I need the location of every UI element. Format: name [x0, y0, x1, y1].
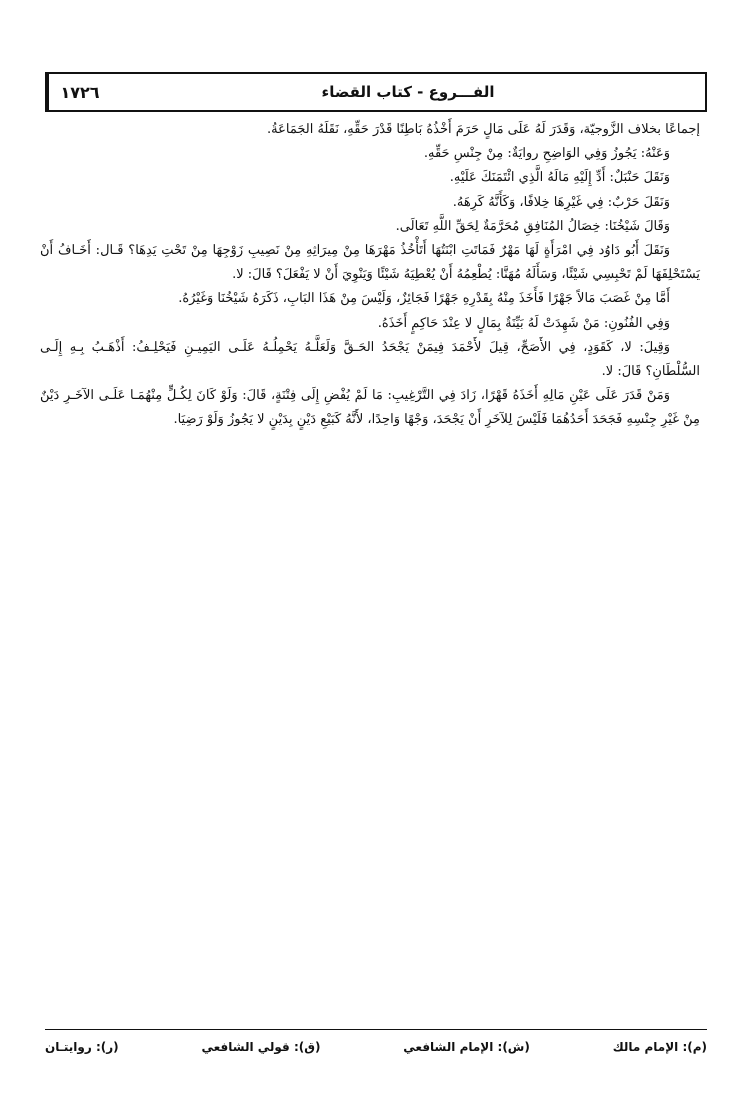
page-number: ١٧٢٦: [47, 74, 111, 110]
paragraph: وَفِي الفُنُونِ: مَنْ شَهِدَتْ لَهُ بَيِّنَةٌ بِمَالٍ لا عِنْدَ حَاكِمٍ أَخَذَهُ.: [377, 315, 670, 331]
abbr-shafii-two-opinions: (ق): قولي الشافعي: [201, 1040, 321, 1054]
paragraph: أَمَّا مِنْ غَصَبَ مَالاً جَهْرًا فَأَخَذَ مِنْهُ بِقَدْرِهِ جَهْرًا فَجَائِزٌ، وَلَيْسَ مِنْ هَذَا البَابِ، ذَكَرَهُ شَيْخُنَا وَغَيْرُهُ.: [178, 291, 670, 307]
paragraph: وَنَقَلَ أَبُو دَاوُد فِي امْرَأَةٍ لَهَا مَهْرٌ فَمَاتَتِ ابْنَتُهَا أَتَأْخُذُ مَهْرَهَا مِنْ مِيرَاثِهِ مِنْ نَصِيبِ زَوْجِهَا مِنْ تَحْتِ يَدِهَا؟ قَـال: أَخَـافُ أَنْ يَسْتَحْلِفَهَا لَمْ تَحْبِسِي شَيْئًا، وَسَأَلَهُ مُهَنَّا: يُطْعِمُهُ أَنْ يُعْطِيَهُ شَيْئًا وَيَنْوِيَ أَنْ لا يَفْعَلَ؟ قَالَ: لا.: [40, 243, 700, 283]
paragraph: وَعَنْهُ: يَجُوزُ وَفِي الوَاضِحِ روايَةٌ: مِنْ جِنْسِ حَقِّهِ.: [423, 146, 670, 162]
abbr-two-narrations: (ر): روايتـان: [45, 1040, 119, 1054]
paragraph: إجماعًا بخلاف الزَّوجيّة، وَقَدَرَ لَهُ عَلَى مَالٍ حَرَمَ أَخْذُهُ بَاطِنًا قَدْرَ حَقِّهِ، نَقَلَهُ الجَمَاعَةُ.: [267, 122, 700, 137]
chapter-title: الفـــروع - كتاب القضاء: [321, 83, 495, 101]
main-text: [40, 118, 700, 433]
abbr-shafii: (ش): الإمام الشافعي: [403, 1040, 530, 1054]
page-header: [45, 72, 707, 112]
abbreviation-key: [45, 1040, 707, 1054]
abbr-malik: (م): الإمام مالك: [612, 1040, 707, 1054]
footer-divider: [45, 1029, 707, 1030]
paragraph: وَقَالَ شَيْخُنَا: خِصَالُ المُنَافِقِ مُحَرَّمَةٌ لِحَقِّ اللَّهِ تَعَالَى.: [395, 218, 670, 234]
paragraph: وَقِيلَ: لا، كَقَوَدٍ، فِي الأَصَحِّ، قِيلَ لأَحْمَدَ فِيمَنْ يَجْحَدُ الحَـقَّ وَلَعَلَّـهُ يَحْمِلُـهُ عَلَـى اليَمِيـنِ فَيَحْلِـفُ: أَذْهَـبُ بِـهِ إِلَـى السُّلْطَانِ؟ قَالَ: لا.: [40, 339, 700, 380]
paragraph: وَنَقَلَ حَرْبٌ: فِي غَيْرِهَا خِلافًا، وَكَأَنَّهُ كَرِهَهُ.: [452, 194, 670, 210]
paragraph: وَنَقَلَ حَنْبَلٌ: أَدِّ إِلَيْهِ مَالَهُ الَّذِي ائْتَمَنَكَ عَلَيْهِ.: [449, 170, 670, 186]
paragraph: وَمَنْ قَدَرَ عَلَى عَيْنِ مَالِهِ أَخَذَهُ قَهْرًا، زَادَ فِي التَّرْغِيبِ: مَا لَمْ يُفْضِ إِلَى فِتْنَةٍ، قَالَ: وَلَوْ كَانَ لِكُـلٍّ مِنْهُمَـا عَلَـى الآخَـرِ دَيْنٌ مِنْ غَيْرِ جِنْسِهِ فَجَحَدَ أَحَدُهُمَا فَلَيْسَ لِلآخَرِ أَنْ يَجْحَدَ، وَجْهًا وَاحِدًا، لأَنَّهُ كَبَيْعِ دَيْنٍ بِدَيْنٍ لا يَجُوزُ وَلَوْ رَضِيَا.: [40, 388, 700, 428]
